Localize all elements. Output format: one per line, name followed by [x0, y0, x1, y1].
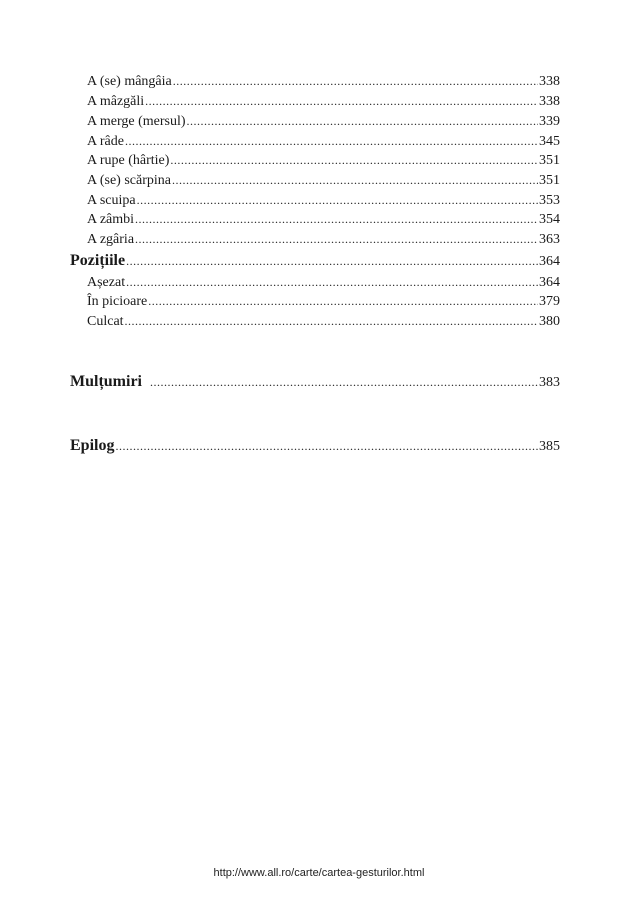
dot-leader	[150, 376, 538, 388]
toc-entry-label: A (se) mângâia	[87, 74, 172, 89]
toc-section-page: 383	[539, 375, 560, 390]
toc-section-page: 364	[539, 254, 560, 269]
dot-leader	[125, 135, 538, 147]
footer-url[interactable]: http://www.all.ro/carte/cartea-gesturilor.html	[213, 867, 425, 879]
toc-entry-a-zambi[interactable]	[87, 213, 560, 227]
toc-entry-page: 363	[539, 232, 560, 247]
toc-entry-culcat[interactable]	[87, 315, 560, 329]
toc-entry-page: 354	[539, 212, 560, 227]
toc-entry-a-rade[interactable]	[87, 135, 560, 149]
toc-entry-label: A (se) scărpina	[87, 173, 171, 188]
toc-section-label: Epilog	[70, 437, 115, 454]
toc-entry-label: A merge (mersul)	[87, 114, 186, 129]
dot-leader	[125, 315, 538, 327]
dot-leader	[126, 276, 538, 288]
dot-leader	[135, 233, 538, 245]
toc-entry-label: A mâzgăli	[87, 94, 145, 109]
toc-section-page: 385	[539, 439, 560, 454]
toc-entry-page: 351	[539, 153, 560, 168]
toc-entry-a-rupe[interactable]	[87, 154, 560, 168]
dot-leader	[173, 75, 538, 87]
dot-leader	[172, 174, 538, 186]
toc-entry-page: 345	[539, 134, 560, 149]
toc-entry-page: 353	[539, 193, 560, 208]
toc-entry-label: Culcat	[87, 314, 124, 329]
toc-entry-label: Așezat	[87, 275, 126, 290]
dot-leader	[126, 255, 538, 267]
toc-entry-page: 351	[539, 173, 560, 188]
toc-section-multumiri[interactable]	[70, 374, 560, 390]
toc-entry-page: 338	[539, 94, 560, 109]
toc-entry-page: 339	[539, 114, 560, 129]
toc-entry-in-picioare[interactable]	[87, 295, 560, 309]
toc-entry-asezat[interactable]	[87, 276, 560, 290]
dot-leader	[135, 213, 538, 225]
toc-section-label: Pozițiile	[70, 252, 126, 269]
toc-entry-a-zgaria[interactable]	[87, 233, 560, 247]
toc-entry-label: A rupe (hârtie)	[87, 153, 170, 168]
toc-entry-page: 364	[539, 275, 560, 290]
toc-entry-page: 338	[539, 74, 560, 89]
toc-entry-label: A zâmbi	[87, 212, 135, 227]
toc-section-pozitiile[interactable]	[70, 253, 560, 269]
dot-leader	[148, 295, 538, 307]
toc-section-label: Mulțumiri	[70, 373, 142, 390]
toc-entry-label: A zgâria	[87, 232, 135, 247]
dot-leader	[187, 115, 539, 127]
toc-entry-a-mazgali[interactable]	[87, 95, 560, 109]
dot-leader	[170, 154, 538, 166]
toc-entry-page: 379	[539, 294, 560, 309]
dot-leader	[137, 194, 538, 206]
toc-entry-a-merge[interactable]	[87, 115, 560, 129]
dot-leader	[115, 440, 538, 452]
dot-leader	[145, 95, 538, 107]
toc-entry-a-scuipa[interactable]	[87, 194, 560, 208]
toc-entry-label: A scuipa	[87, 193, 136, 208]
toc-entry-label: A râde	[87, 134, 124, 149]
toc-entry-page: 380	[539, 314, 560, 329]
toc-entry-label: În picioare	[87, 294, 148, 309]
toc-entry-a-se-scarpina[interactable]	[87, 174, 560, 188]
toc-entry-a-se-mangaia[interactable]	[87, 75, 560, 89]
toc-section-epilog[interactable]	[70, 438, 560, 454]
